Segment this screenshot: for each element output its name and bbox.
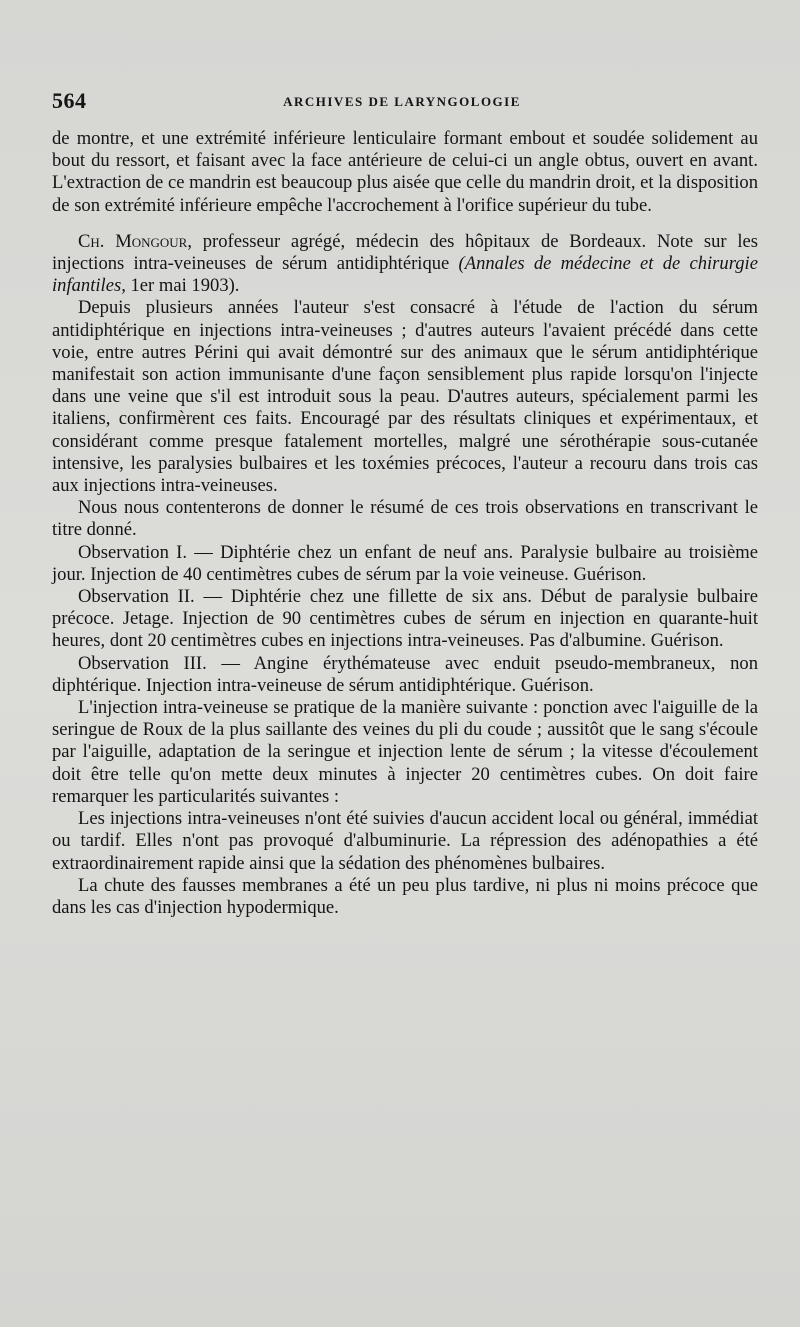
paragraph-observation-3: Observation III. — Angine érythémateuse avec enduit pseudo-membraneux, non diphtérique. Injection intra-veineuse de sérum antidiphtérique. Guérison. (52, 652, 758, 696)
reference-date: 1er mai 1903). (125, 275, 240, 297)
paragraph-summary-intro: Nous nous contenterons de donner le résumé de ces trois observations en transcrivant le titre donné. (52, 497, 758, 541)
paragraph-mandrin-description: de montre, et une extrémité inférieure lenticulaire formant embout et soudée solidement au bout du ressort, et faisant avec la face antérieure de celui-ci un angle obtus, ouvert en avant. L'extraction de ce mandrin est beaucoup plus aisée que celle du mandrin droit, et la disposition de son extrémité inférieure empêche l'accrochement à l'orifice supérieur du tube. (52, 128, 758, 216)
paragraph-results: Les injections intra-veineuses n'ont été suivies d'aucun accident local ou général, immédiat ou tardif. Elles n'ont pas provoqué d'albuminurie. La répression des adénopathies a été extraordinairement rapide ainsi que la sédation des phénomènes bulbaires. (52, 808, 758, 874)
reference-author: Ch. Mongour, (78, 230, 192, 252)
paragraph-observation-2: Observation II. — Diphtérie chez une fillette de six ans. Début de paralysie bulbaire précoce. Jetage. Injection de 90 centimètres cubes de sérum en injection en quarante-huit heures, dont 20 centimètres cubes en injections intra-veineuses. Pas d'albumine. Guérison. (52, 586, 758, 652)
running-title: ARCHIVES DE LARYNGOLOGIE (283, 94, 521, 109)
reference-journal: (Annales de médecine et de chirurgie infantiles, (52, 253, 758, 297)
paragraph-observation-1: Observation I. — Diphtérie chez un enfant de neuf ans. Paralysie bulbaire au troisième jour. Injection de 40 centimètres cubes de sérum par la voie veineuse. Guérison. (52, 541, 758, 585)
paragraph-introduction: Depuis plusieurs années l'auteur s'est consacré à l'étude de l'action du sérum antidiphtérique en injections intra-veineuses ; d'autres auteurs l'avaient précédé dans cette voie, entre autres Périni qui avait démontré sur des animaux que le sérum antidiphtérique manifestait son action immunisante d'une façon sensiblement plus rapide lorsqu'on l'injecte dans une veine que s'il est introduit sous la peau. D'autres auteurs, spécialement parmi les italiens, confirmèrent ces faits. Encouragé par des résultats cliniques et expérimentaux, et considérant comme presque fatalement mortelles, malgré une sérothérapie sous-cutanée intensive, les paralysies bulbaires et les toxémies précoces, l'auteur a recouru dans trois cas aux injections intra-veineuses. (52, 297, 758, 497)
bibliographic-reference (52, 231, 758, 298)
reference-title: professeur agrégé, médecin des hôpitaux de Bordeaux. Note sur les injections intra-veineuses de sérum antidiphtérique (52, 230, 758, 275)
paragraph-false-membranes: La chute des fausses membranes a été un peu plus tardive, ni plus ni moins précoce que dans les cas d'injection hypodermique. (52, 874, 758, 918)
paragraph-technique: L'injection intra-veineuse se pratique de la manière suivante : ponction avec l'aiguille de la seringue de Roux de la plus saillante des veines du pli du coude ; aussitôt que le sang s'écoule par l'aiguille, adaptation de la seringue et injection lente de sérum ; la vitesse d'écoulement doit être telle qu'on mette deux minutes à injecter 20 centimètres cubes. On doit faire remarquer les particularités suivantes : (52, 697, 758, 807)
body-text (52, 128, 758, 919)
page-header (52, 88, 752, 118)
page-number: 564 (52, 88, 87, 113)
